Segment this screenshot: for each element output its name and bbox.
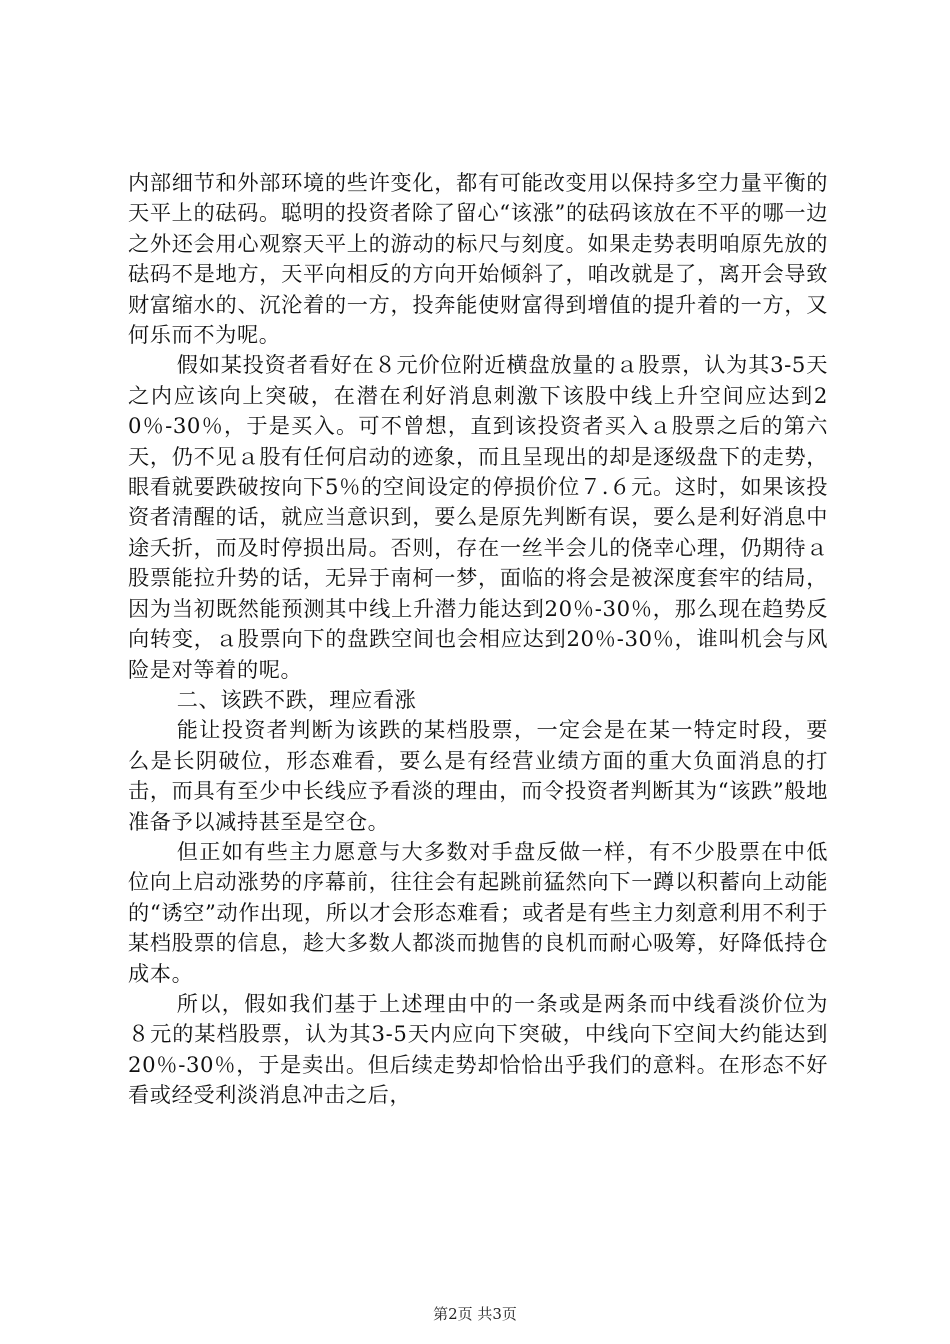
section-heading: 二、该跌不跌，理应看涨	[176, 686, 417, 712]
paragraph-4: 但正如有些主力愿意与大多数对手盘反做一样，有不少股票在中低位向上启动涨势的序幕前，往往会有起跳前猛然向下一蹲以积蓄向上动能的“诱空”动作出现，所以才会形态难看；或者是有些主力刻意利用不利于某档股票的信息，趁大多数人都淡而抛售的良机而耐心吸筹，好降低持仓成本。	[128, 838, 828, 986]
paragraph-2: 假如某投资者看好在８元价位附近横盘放量的ａ股票，认为其3-5天之内应该向上突破，在潜在利好消息刺激下该股中线上升空间应达到20％-30％，于是买入。可不曾想，直到该投资者买入ａ股票之后的第六天，仍不见ａ股有任何启动的迹象，而且呈现出的却是逐级盘下的走势，眼看就要跌破按向下5％的空间设定的停损价位７.６元。这时，如果该投资者清醒的话，就应当意识到，要么是原先判断有误，要么是利好消息中途夭折，而及时停损出局。否则，存在一丝半会儿的侥幸心理，仍期待ａ股票能拉升势的话，无异于南柯一梦，面临的将会是被深度套牢的结局，因为当初既然能预测其中线上升潜力能达到20％-30％，那么现在趋势反向转变，ａ股票向下的盘跌空间也会相应达到20％-30％，谁叫机会与风险是对等着的呢。	[128, 352, 828, 682]
paragraph-5: 所以，假如我们基于上述理由中的一条或是两条而中线看淡价位为８元的某档股票，认为其3-5天内应向下突破，中线向下空间大约能达到20％-30％，于是卖出。但后续走势却恰恰出乎我们的意料。在形态不好看或经受利淡消息冲击之后，	[128, 990, 828, 1108]
paragraph-3: 能让投资者判断为该跌的某档股票，一定会是在某一特定时段，要么是长阴破位，形态难看，要么是有经营业绩方面的重大负面消息的打击，而具有至少中长线应予看淡的理由，而令投资者判断其为“该跌”般地准备予以减持甚至是空仓。	[128, 717, 828, 834]
paragraph-1: 内部细节和外部环境的些许变化，都有可能改变用以保持多空力量平衡的天平上的砝码。聪明的投资者除了留心“该涨”的砝码该放在不平的哪一边之外还会用心观察天平上的游动的标尺与刻度。如果走势表明咱原先放的砝码不是地方，天平向相反的方向开始倾斜了，咱改就是了，离开会导致财富缩水的、沉沦着的一方，投奔能使财富得到增值的提升着的一方，又何乐而不为呢。	[128, 170, 828, 348]
document-body	[128, 168, 828, 1111]
page-footer: 第2页 共3页	[433, 1305, 517, 1323]
